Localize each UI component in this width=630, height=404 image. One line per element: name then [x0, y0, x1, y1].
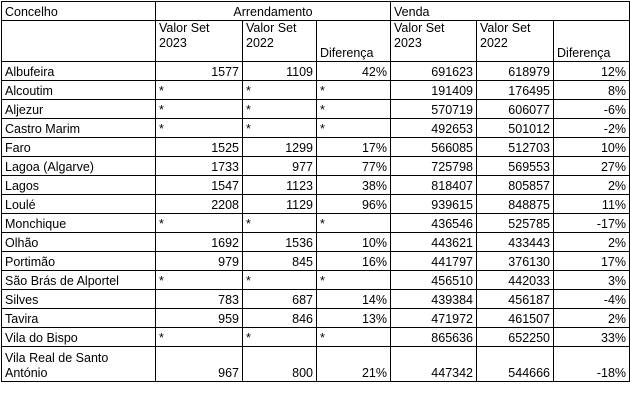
cell-venda-valor-2022: 461507 [477, 309, 554, 328]
cell-concelho: Vila do Bispo [2, 328, 156, 347]
cell-arr-valor-2022: 846 [243, 309, 317, 328]
cell-concelho: Lagos [2, 176, 156, 195]
cell-arr-valor-2022: * [243, 100, 317, 119]
cell-arr-diferenca: 16% [317, 252, 391, 271]
cell-arr-valor-2023: 967 [156, 347, 243, 382]
cell-arr-diferenca: 42% [317, 62, 391, 81]
cell-venda-diferenca: 2% [554, 233, 630, 252]
cell-arr-valor-2023: 1692 [156, 233, 243, 252]
table-row [2, 214, 630, 233]
cell-venda-valor-2023: 443621 [391, 233, 477, 252]
cell-venda-diferenca: 17% [554, 252, 630, 271]
cell-venda-valor-2023: 939615 [391, 195, 477, 214]
cell-venda-diferenca: 3% [554, 271, 630, 290]
table-row [2, 271, 630, 290]
table-row [2, 290, 630, 309]
cell-arr-diferenca: 13% [317, 309, 391, 328]
cell-venda-valor-2023: 191409 [391, 81, 477, 100]
cell-venda-valor-2022: 176495 [477, 81, 554, 100]
cell-arr-diferenca: * [317, 271, 391, 290]
cell-arr-valor-2022: 845 [243, 252, 317, 271]
cell-arr-valor-2023: * [156, 271, 243, 290]
cell-arr-valor-2023: * [156, 214, 243, 233]
cell-concelho: Vila Real de Santo António [2, 347, 156, 382]
cell-venda-diferenca: 10% [554, 138, 630, 157]
cell-arr-valor-2023: 1733 [156, 157, 243, 176]
cell-venda-valor-2023: 447342 [391, 347, 477, 382]
table-row [2, 252, 630, 271]
cell-venda-diferenca: 2% [554, 309, 630, 328]
header-arr-diferenca: Diferença [317, 21, 391, 62]
header-row-2 [2, 21, 630, 62]
cell-arr-valor-2023: 1525 [156, 138, 243, 157]
cell-venda-valor-2022: 569553 [477, 157, 554, 176]
cell-arr-valor-2022: * [243, 119, 317, 138]
cell-arr-diferenca: * [317, 81, 391, 100]
cell-arr-valor-2023: * [156, 328, 243, 347]
cell-concelho: Portimão [2, 252, 156, 271]
header-arr-valor-2022: Valor Set 2022 [243, 21, 317, 62]
cell-arr-valor-2022: 687 [243, 290, 317, 309]
cell-arr-diferenca: * [317, 328, 391, 347]
cell-concelho: Faro [2, 138, 156, 157]
cell-venda-diferenca: 11% [554, 195, 630, 214]
cell-arr-diferenca: 77% [317, 157, 391, 176]
cell-arr-valor-2022: 1123 [243, 176, 317, 195]
cell-concelho: Tavira [2, 309, 156, 328]
table-row [2, 62, 630, 81]
cell-venda-valor-2023: 570719 [391, 100, 477, 119]
cell-concelho: São Brás de Alportel [2, 271, 156, 290]
header-arrendamento: Arrendamento [156, 2, 391, 21]
cell-venda-valor-2023: 439384 [391, 290, 477, 309]
cell-arr-valor-2023: 1547 [156, 176, 243, 195]
cell-concelho: Aljezur [2, 100, 156, 119]
cell-venda-diferenca: -17% [554, 214, 630, 233]
table-row [2, 157, 630, 176]
cell-arr-diferenca: 14% [317, 290, 391, 309]
cell-venda-valor-2023: 436546 [391, 214, 477, 233]
cell-venda-diferenca: -4% [554, 290, 630, 309]
cell-venda-valor-2023: 441797 [391, 252, 477, 271]
cell-arr-valor-2022: 800 [243, 347, 317, 382]
cell-arr-valor-2023: * [156, 100, 243, 119]
cell-arr-valor-2022: * [243, 328, 317, 347]
cell-venda-diferenca: 8% [554, 81, 630, 100]
cell-arr-diferenca: 10% [317, 233, 391, 252]
cell-arr-diferenca: * [317, 214, 391, 233]
cell-arr-valor-2022: 1299 [243, 138, 317, 157]
cell-venda-valor-2023: 566085 [391, 138, 477, 157]
cell-arr-diferenca: 17% [317, 138, 391, 157]
cell-arr-valor-2023: * [156, 81, 243, 100]
cell-venda-valor-2022: 456187 [477, 290, 554, 309]
table-row [2, 138, 630, 157]
cell-venda-valor-2022: 652250 [477, 328, 554, 347]
cell-arr-diferenca: 38% [317, 176, 391, 195]
cell-venda-valor-2023: 818407 [391, 176, 477, 195]
cell-venda-valor-2022: 433443 [477, 233, 554, 252]
cell-venda-valor-2023: 456510 [391, 271, 477, 290]
cell-venda-diferenca: -6% [554, 100, 630, 119]
cell-venda-valor-2022: 544666 [477, 347, 554, 382]
cell-concelho: Loulé [2, 195, 156, 214]
header-venda-valor-2023: Valor Set 2023 [391, 21, 477, 62]
cell-venda-valor-2022: 442033 [477, 271, 554, 290]
cell-venda-valor-2023: 691623 [391, 62, 477, 81]
cell-arr-valor-2022: 1536 [243, 233, 317, 252]
cell-arr-valor-2023: 2208 [156, 195, 243, 214]
cell-concelho: Lagoa (Algarve) [2, 157, 156, 176]
header-venda: Venda [391, 2, 630, 21]
cell-arr-diferenca: * [317, 100, 391, 119]
cell-venda-valor-2023: 471972 [391, 309, 477, 328]
cell-venda-valor-2022: 805857 [477, 176, 554, 195]
cell-arr-valor-2023: 783 [156, 290, 243, 309]
table-row [2, 347, 630, 382]
cell-venda-diferenca: 33% [554, 328, 630, 347]
header-row-1 [2, 2, 630, 21]
cell-arr-diferenca: 96% [317, 195, 391, 214]
cell-venda-valor-2022: 618979 [477, 62, 554, 81]
table-row [2, 233, 630, 252]
cell-venda-diferenca: 27% [554, 157, 630, 176]
cell-venda-valor-2023: 725798 [391, 157, 477, 176]
cell-arr-valor-2023: 959 [156, 309, 243, 328]
cell-arr-valor-2022: * [243, 271, 317, 290]
cell-concelho: Castro Marim [2, 119, 156, 138]
cell-arr-valor-2022: 1109 [243, 62, 317, 81]
cell-arr-valor-2022: 1129 [243, 195, 317, 214]
cell-venda-valor-2022: 606077 [477, 100, 554, 119]
table-row [2, 176, 630, 195]
cell-concelho: Monchique [2, 214, 156, 233]
cell-venda-valor-2022: 512703 [477, 138, 554, 157]
cell-concelho: Silves [2, 290, 156, 309]
cell-arr-valor-2022: 977 [243, 157, 317, 176]
cell-venda-valor-2022: 848875 [477, 195, 554, 214]
cell-arr-diferenca: 21% [317, 347, 391, 382]
table-row [2, 328, 630, 347]
cell-arr-valor-2022: * [243, 81, 317, 100]
cell-venda-diferenca: 2% [554, 176, 630, 195]
cell-venda-valor-2022: 376130 [477, 252, 554, 271]
cell-concelho: Albufeira [2, 62, 156, 81]
table-row [2, 309, 630, 328]
cell-concelho: Olhão [2, 233, 156, 252]
header-venda-diferenca: Diferença [554, 21, 630, 62]
cell-venda-valor-2023: 492653 [391, 119, 477, 138]
cell-arr-valor-2022: * [243, 214, 317, 233]
table-row [2, 100, 630, 119]
cell-venda-valor-2023: 865636 [391, 328, 477, 347]
table-row [2, 195, 630, 214]
cell-venda-valor-2022: 525785 [477, 214, 554, 233]
cell-venda-diferenca: 12% [554, 62, 630, 81]
table-row [2, 119, 630, 138]
cell-arr-valor-2023: 1577 [156, 62, 243, 81]
cell-arr-valor-2023: 979 [156, 252, 243, 271]
cell-concelho: Alcoutim [2, 81, 156, 100]
data-table [1, 1, 630, 382]
cell-arr-valor-2023: * [156, 119, 243, 138]
header-blank [2, 21, 156, 62]
header-venda-valor-2022: Valor Set 2022 [477, 21, 554, 62]
table-row [2, 81, 630, 100]
cell-venda-diferenca: -18% [554, 347, 630, 382]
cell-venda-valor-2022: 501012 [477, 119, 554, 138]
header-arr-valor-2023: Valor Set 2023 [156, 21, 243, 62]
cell-arr-diferenca: * [317, 119, 391, 138]
cell-venda-diferenca: -2% [554, 119, 630, 138]
header-concelho: Concelho [2, 2, 156, 21]
